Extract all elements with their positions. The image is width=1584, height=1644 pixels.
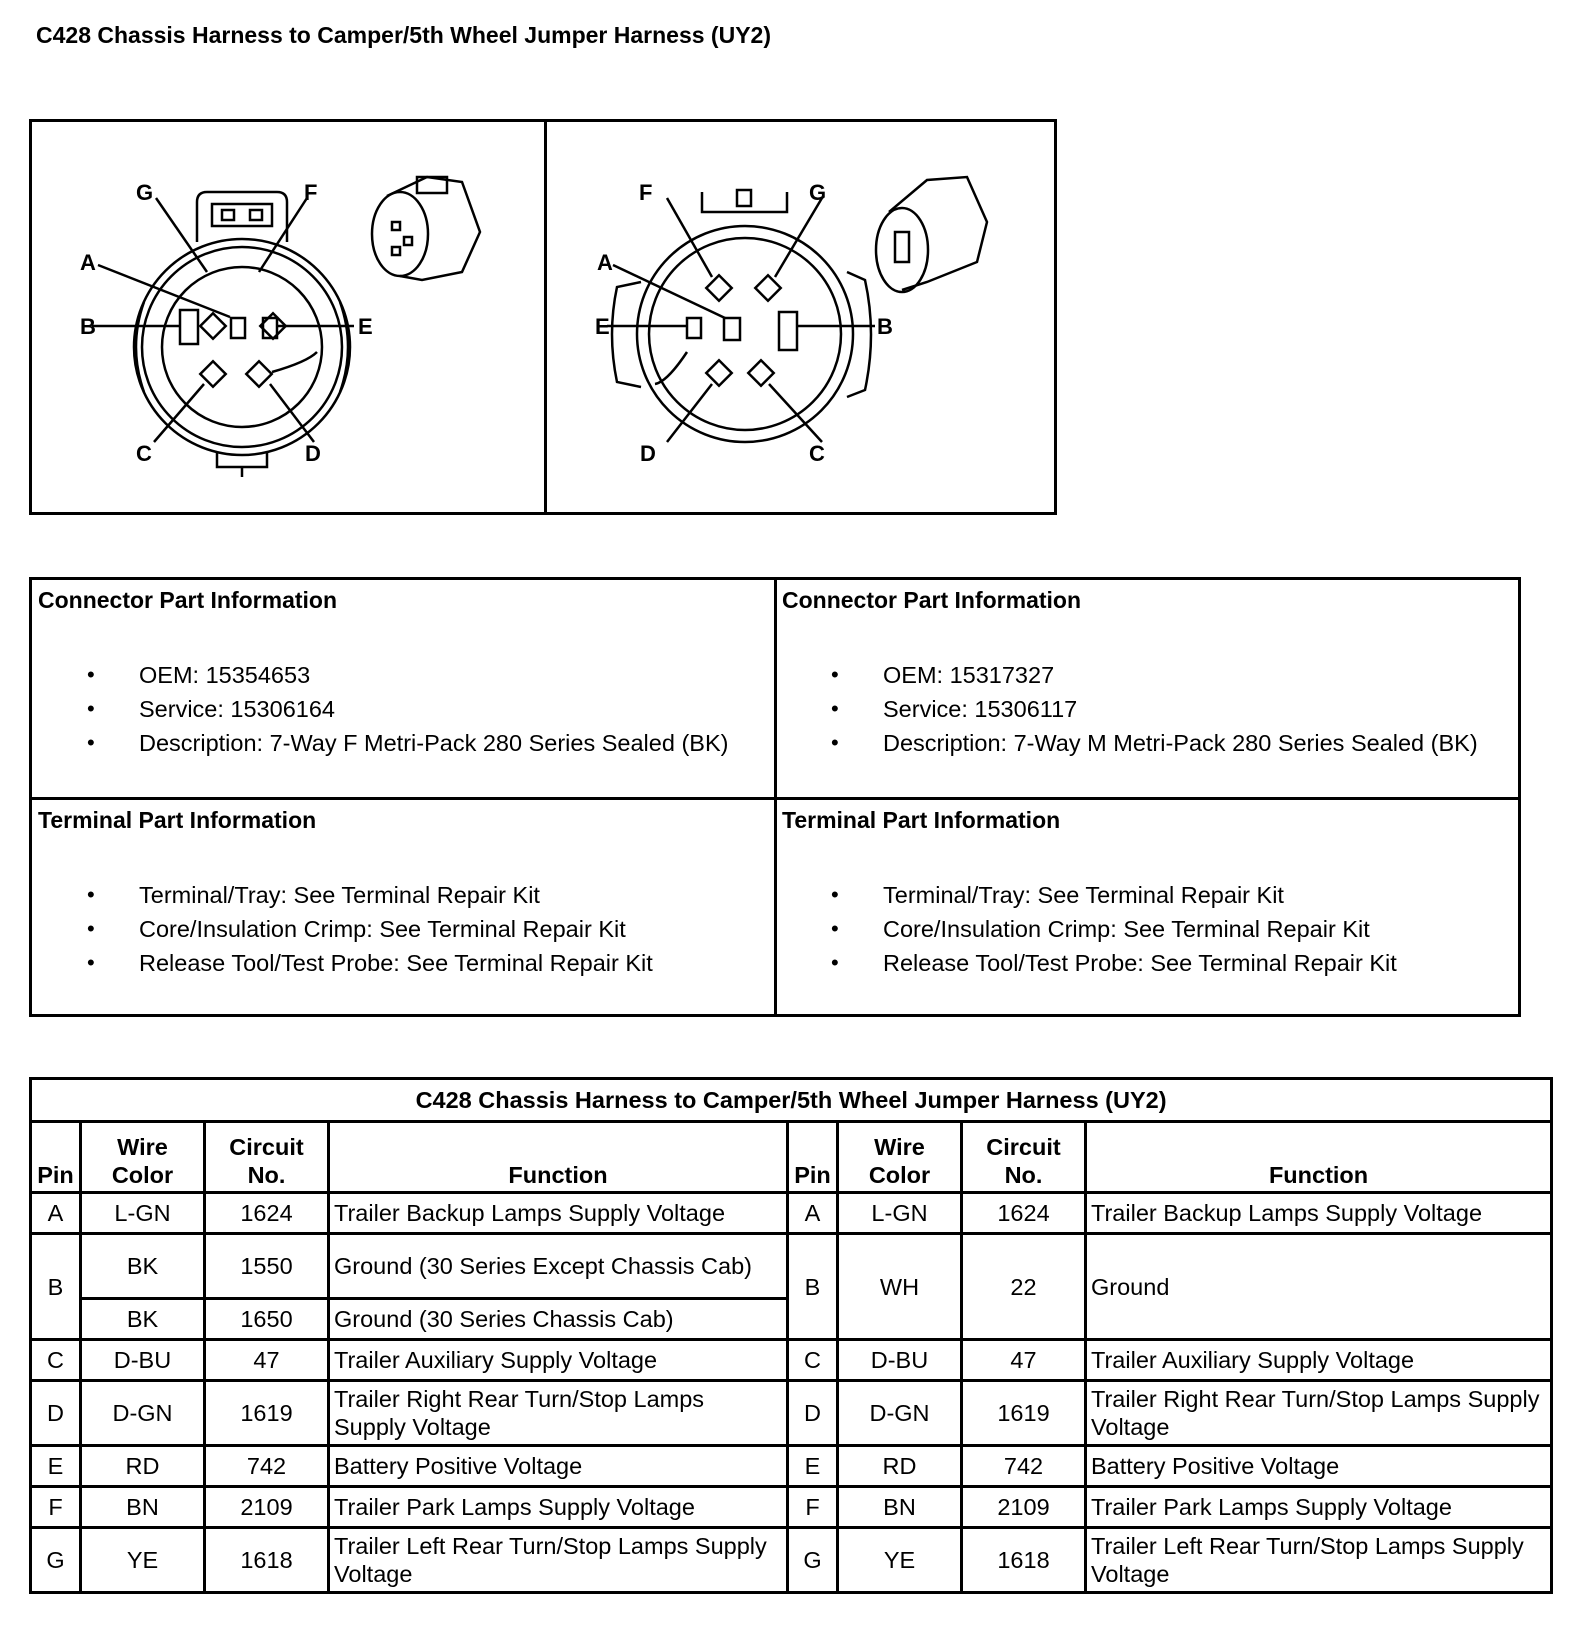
pin-label-g: G <box>809 180 827 205</box>
pin-cell: E <box>31 1446 81 1487</box>
pin-cell: C <box>31 1340 81 1381</box>
wire-color-cell: D-BU <box>81 1340 205 1381</box>
terminal-crimp: • Core/Insulation Crimp: See Terminal Repair Kit <box>32 912 772 946</box>
header-wire-color: Wire Color <box>81 1122 205 1193</box>
pin-cell: F <box>788 1487 838 1528</box>
wire-color-cell: L-GN <box>838 1193 962 1234</box>
pin-label-f: F <box>304 180 318 205</box>
connector-service: • Service: 15306164 <box>32 692 772 726</box>
connector-info-left <box>32 580 772 760</box>
pin-label-e: E <box>358 314 373 339</box>
table-row <box>31 1381 1552 1446</box>
pinout-table-caption: C428 Chassis Harness to Camper/5th Wheel Jumper Harness (UY2) <box>31 1079 1552 1122</box>
pinout-header-row <box>31 1122 1552 1193</box>
wire-color-cell: BK <box>81 1234 205 1299</box>
pin-label-a: A <box>80 250 96 275</box>
male-connector-diagram <box>547 122 1057 512</box>
function-cell: Trailer Left Rear Turn/Stop Lamps Supply Voltage <box>1086 1528 1552 1593</box>
table-row <box>31 1446 1552 1487</box>
wire-color-cell: D-BU <box>838 1340 962 1381</box>
function-cell: Trailer Right Rear Turn/Stop Lamps Supply Voltage <box>1086 1381 1552 1446</box>
connector-oem: • OEM: 15317327 <box>776 658 1516 692</box>
connector-oem: • OEM: 15354653 <box>32 658 772 692</box>
wire-color-cell: BN <box>838 1487 962 1528</box>
function-cell: Ground <box>1086 1234 1552 1340</box>
circuit-cell: 1619 <box>962 1381 1086 1446</box>
terminal-crimp: • Core/Insulation Crimp: See Terminal Repair Kit <box>776 912 1516 946</box>
connector-info-right <box>776 580 1516 760</box>
function-cell: Trailer Auxiliary Supply Voltage <box>329 1340 788 1381</box>
connector-info-heading: Connector Part Information <box>782 587 1082 613</box>
table-row <box>31 1234 1552 1299</box>
function-cell: Trailer Backup Lamps Supply Voltage <box>329 1193 788 1234</box>
page-title: C428 Chassis Harness to Camper/5th Wheel Jumper Harness (UY2) <box>36 22 771 48</box>
connector-description: • Description: 7-Way F Metri-Pack 280 Series Sealed (BK) <box>32 726 772 760</box>
pin-cell: D <box>788 1381 838 1446</box>
terminal-info-right <box>776 800 1516 980</box>
circuit-cell: 1650 <box>205 1299 329 1340</box>
function-cell: Ground (30 Series Except Chassis Cab) <box>329 1234 788 1299</box>
circuit-cell: 1618 <box>205 1528 329 1593</box>
circuit-cell: 1550 <box>205 1234 329 1299</box>
header-wire-color: Wire Color <box>838 1122 962 1193</box>
circuit-cell: 2109 <box>205 1487 329 1528</box>
wire-color-cell: YE <box>81 1528 205 1593</box>
pin-cell: F <box>31 1487 81 1528</box>
function-cell: Trailer Right Rear Turn/Stop Lamps Supply Voltage <box>329 1381 788 1446</box>
part-information-table <box>29 577 1521 1017</box>
pin-cell: B <box>31 1234 81 1340</box>
pin-cell: A <box>788 1193 838 1234</box>
pin-label-e: E <box>595 314 610 339</box>
circuit-cell: 1619 <box>205 1381 329 1446</box>
wire-color-cell: D-GN <box>838 1381 962 1446</box>
circuit-cell: 742 <box>962 1446 1086 1487</box>
wire-color-cell: YE <box>838 1528 962 1593</box>
header-circuit-no: Circuit No. <box>205 1122 329 1193</box>
pin-label-g: G <box>136 180 154 205</box>
terminal-release-tool: • Release Tool/Test Probe: See Terminal Repair Kit <box>776 946 1516 980</box>
function-cell: Trailer Park Lamps Supply Voltage <box>329 1487 788 1528</box>
terminal-info-heading: Terminal Part Information <box>38 807 317 833</box>
terminal-info-heading: Terminal Part Information <box>782 807 1061 833</box>
pin-label-a: A <box>597 250 613 275</box>
wire-color-cell: RD <box>838 1446 962 1487</box>
pin-label-f: F <box>639 180 653 205</box>
table-row <box>31 1340 1552 1381</box>
pin-cell: C <box>788 1340 838 1381</box>
connector-service: • Service: 15306117 <box>776 692 1516 726</box>
terminal-tray: • Terminal/Tray: See Terminal Repair Kit <box>32 878 772 912</box>
pin-cell: G <box>788 1528 838 1593</box>
connector-description: • Description: 7-Way M Metri-Pack 280 Series Sealed (BK) <box>776 726 1516 760</box>
terminal-info-left <box>32 800 772 980</box>
circuit-cell: 1624 <box>205 1193 329 1234</box>
circuit-cell: 742 <box>205 1446 329 1487</box>
circuit-cell: 1624 <box>962 1193 1086 1234</box>
circuit-cell: 22 <box>962 1234 1086 1340</box>
header-pin: Pin <box>31 1122 81 1193</box>
pin-label-d: D <box>640 441 656 466</box>
female-connector-diagram <box>32 122 544 512</box>
circuit-cell: 2109 <box>962 1487 1086 1528</box>
pin-label-c: C <box>136 441 152 466</box>
pin-cell: B <box>788 1234 838 1340</box>
connector-info-heading: Connector Part Information <box>38 587 338 613</box>
pin-label-b: B <box>80 314 96 339</box>
pin-cell: E <box>788 1446 838 1487</box>
pin-cell: A <box>31 1193 81 1234</box>
function-cell: Battery Positive Voltage <box>329 1446 788 1487</box>
wire-color-cell: BN <box>81 1487 205 1528</box>
terminal-release-tool: • Release Tool/Test Probe: See Terminal Repair Kit <box>32 946 772 980</box>
pin-label-c: C <box>809 441 825 466</box>
function-cell: Ground (30 Series Chassis Cab) <box>329 1299 788 1340</box>
function-cell: Trailer Auxiliary Supply Voltage <box>1086 1340 1552 1381</box>
wire-color-cell: RD <box>81 1446 205 1487</box>
header-circuit-no: Circuit No. <box>962 1122 1086 1193</box>
terminal-tray: • Terminal/Tray: See Terminal Repair Kit <box>776 878 1516 912</box>
function-cell: Battery Positive Voltage <box>1086 1446 1552 1487</box>
function-cell: Trailer Park Lamps Supply Voltage <box>1086 1487 1552 1528</box>
wire-color-cell: L-GN <box>81 1193 205 1234</box>
circuit-cell: 47 <box>962 1340 1086 1381</box>
table-row <box>31 1193 1552 1234</box>
pin-cell: G <box>31 1528 81 1593</box>
pin-cell: D <box>31 1381 81 1446</box>
function-cell: Trailer Left Rear Turn/Stop Lamps Supply Voltage <box>329 1528 788 1593</box>
function-cell: Trailer Backup Lamps Supply Voltage <box>1086 1193 1552 1234</box>
header-pin: Pin <box>788 1122 838 1193</box>
pin-label-d: D <box>305 441 321 466</box>
pin-label-b: B <box>877 314 893 339</box>
circuit-cell: 1618 <box>962 1528 1086 1593</box>
wire-color-cell: D-GN <box>81 1381 205 1446</box>
wire-color-cell: BK <box>81 1299 205 1340</box>
connector-diagrams <box>29 119 1057 515</box>
table-row <box>31 1487 1552 1528</box>
header-function: Function <box>1086 1122 1552 1193</box>
pinout-table <box>29 1077 1553 1594</box>
header-function: Function <box>329 1122 788 1193</box>
wire-color-cell: WH <box>838 1234 962 1340</box>
table-row <box>31 1528 1552 1593</box>
circuit-cell: 47 <box>205 1340 329 1381</box>
